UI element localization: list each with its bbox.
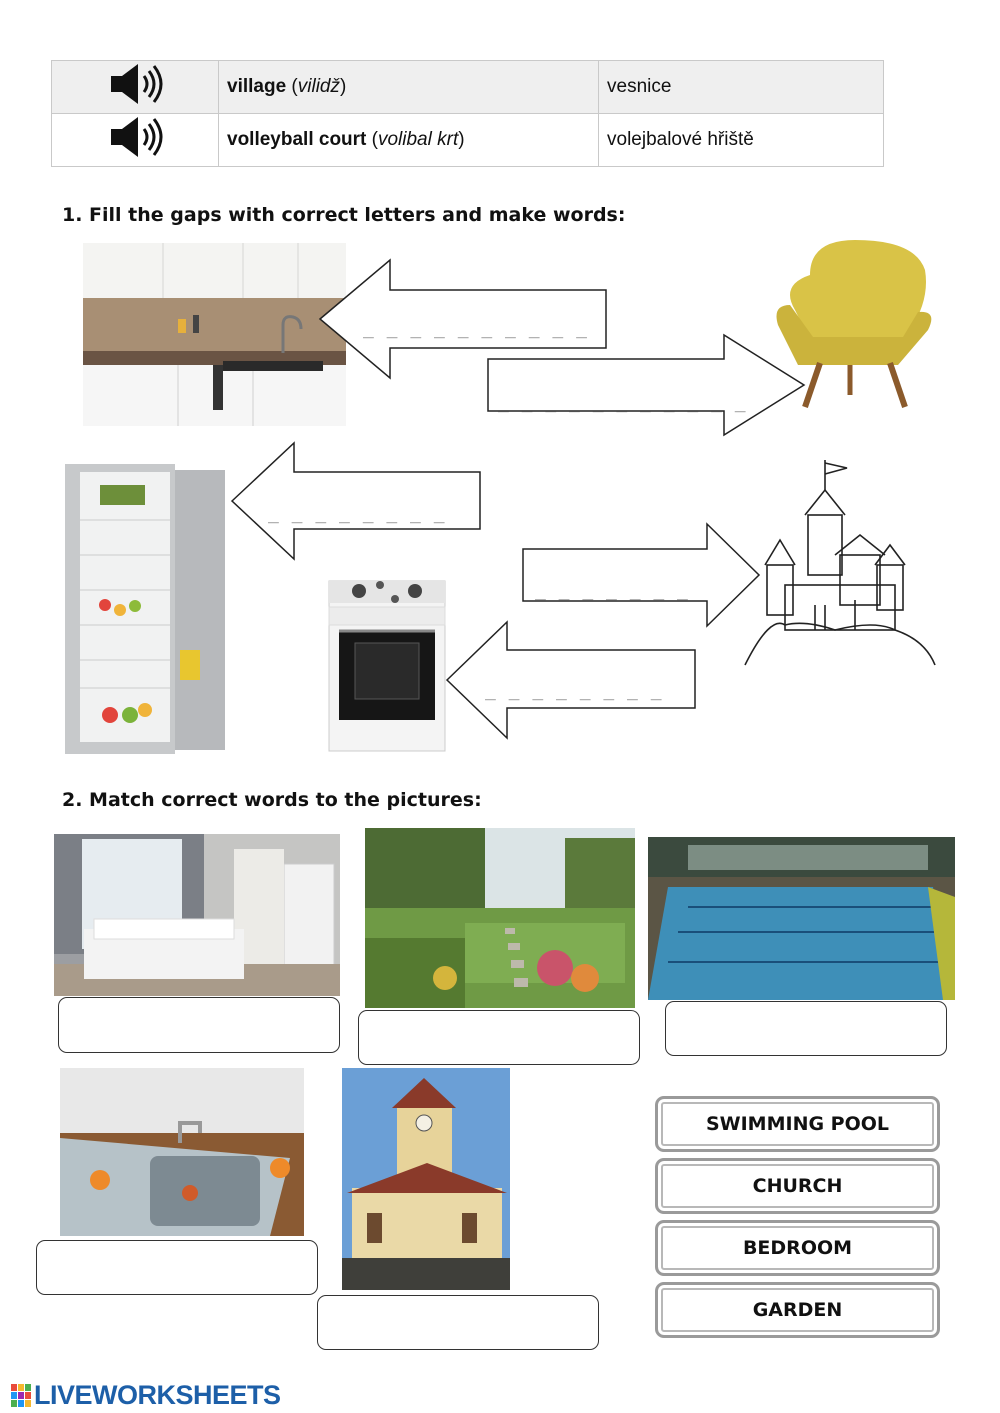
church-image xyxy=(342,1068,510,1290)
sink-image xyxy=(60,1068,304,1236)
word-chip-church[interactable] xyxy=(655,1158,940,1214)
castle-image xyxy=(735,455,940,675)
swimming-pool-image xyxy=(648,837,955,1000)
arrow-right-2 xyxy=(521,522,761,628)
vocab-translation: vesnice xyxy=(599,61,884,114)
word-chip-swimming-pool[interactable] xyxy=(655,1096,940,1152)
vocab-row: village (vilidž) vesnice xyxy=(52,61,884,114)
vocab-table xyxy=(51,60,884,167)
gap-input-armchair[interactable] xyxy=(498,392,758,413)
stove-image xyxy=(325,575,449,755)
vocab-row: volleyball court (volibal krt) volejbalové hřiště xyxy=(52,114,884,167)
arrow-right-1 xyxy=(486,333,806,437)
vocab-word: village xyxy=(227,76,287,97)
gap-input-fridge[interactable] xyxy=(268,503,468,524)
speaker-icon[interactable] xyxy=(107,61,163,107)
answer-box-bedroom[interactable] xyxy=(58,997,340,1053)
speaker-icon[interactable] xyxy=(107,114,163,160)
answer-box-church[interactable] xyxy=(317,1295,599,1350)
word-chip-garden[interactable] xyxy=(655,1282,940,1338)
answer-box-sink[interactable] xyxy=(36,1240,318,1295)
section-2-title: 2. Match correct words to the pictures: xyxy=(62,789,482,811)
answer-box-pool[interactable] xyxy=(665,1001,947,1056)
brand-name: LIVEWORKSHEETS xyxy=(34,1380,281,1410)
vocab-word: volleyball court xyxy=(227,129,367,150)
brand-footer[interactable] xyxy=(8,1380,281,1411)
kitchen-image xyxy=(83,243,346,426)
section-1-title: 1. Fill the gaps with correct letters and make words: xyxy=(62,204,626,226)
chip-label: BEDROOM xyxy=(742,1237,853,1259)
word-chip-bedroom[interactable] xyxy=(655,1220,940,1276)
chip-label: CHURCH xyxy=(752,1175,843,1197)
answer-box-garden[interactable] xyxy=(358,1010,640,1065)
bedroom-image xyxy=(54,834,340,996)
vocab-translation: volejbalové hřiště xyxy=(599,114,884,167)
arrow-left-2 xyxy=(230,441,482,561)
gap-input-castle[interactable] xyxy=(535,580,725,601)
vocab-pronunciation: volibal krt xyxy=(377,129,459,150)
vocab-pronunciation: vilidž xyxy=(297,76,340,97)
fridge-image xyxy=(60,460,230,760)
chip-label: SWIMMING POOL xyxy=(705,1113,890,1135)
gap-input-stove[interactable] xyxy=(485,680,685,701)
liveworksheets-logo-icon xyxy=(10,1383,32,1409)
garden-image xyxy=(365,828,635,1008)
chip-label: GARDEN xyxy=(752,1299,843,1321)
